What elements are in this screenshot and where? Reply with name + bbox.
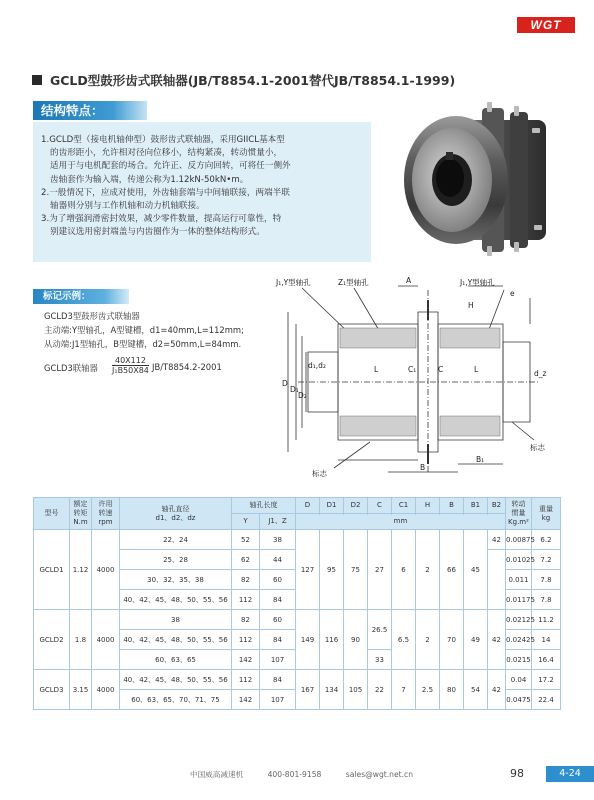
cell-speed: 4000 [92,530,120,610]
table-row [34,670,561,690]
drawing-label-c1: C₁ [408,365,417,374]
designation-numerator: 40X112 [112,356,149,366]
cell-C: 26.5 [368,610,392,650]
drawing-label-j1y: J₁,Y型轴孔 [276,278,311,287]
header-unit-mm: mm [296,514,506,530]
coupling-photo [386,100,564,258]
header-B1: B1 [464,498,488,514]
cell-y: 52 [232,530,260,550]
drawing-label-c: C [438,365,444,374]
feature-line: 齿轴套作为输入端，传递公称为1.12kN-50kN•m。 [50,174,249,185]
cell-inertia: 0.0475 [506,690,532,710]
features-heading: 结构特点： [33,101,147,120]
header-D2: D2 [344,498,368,514]
cell-C: 33 [368,650,392,670]
cell-inertia: 0.011 [506,570,532,590]
drawing-label-z1: Z₁型轴孔 [338,278,369,287]
drawing-label-d2: D₂ [298,391,307,400]
cell-C1: 7 [392,670,416,710]
drawing-label-d: D [282,379,288,388]
designation-denominator: J₁B50X84 [112,366,149,375]
cell-C: 27 [368,530,392,610]
coupling-drawing [268,272,568,484]
cell-D2: 105 [344,670,368,710]
cell-C1: 6 [392,530,416,610]
marking-line: GCLD3型鼓形齿式联轴器 [44,311,140,321]
title-bullet-icon [32,75,42,85]
header-weight: 重量 kg [532,498,561,530]
feature-line: 2.一般情况下，应成对使用，外齿轴套端与中间轴联接，两端半联 [41,187,290,198]
cell-D: 167 [296,670,320,710]
footer-company: 中国威高减速机 [190,770,244,779]
drawing-label-l-left: L [374,365,379,374]
header-bore: 轴孔直径 d1、d2、dz [120,498,232,530]
cell-inertia: 0.02125 [506,610,532,630]
feature-item [41,134,365,187]
header-inertia: 转动 惯量 Kg.m² [506,498,532,530]
cell-bore: 38 [120,610,232,630]
cell-bore: 25、28 [120,550,232,570]
cell-j1z: 38 [260,530,296,550]
feature-item [41,187,365,213]
cell-weight: 6.2 [532,530,561,550]
cell-j1z: 60 [260,570,296,590]
cell-weight: 17.2 [532,670,561,690]
page-title: GCLD型鼓形齿式联轴器(JB/T8854.1-2001替代JB/T8854.1-1999) [50,73,456,88]
cell-H: 2 [416,530,440,610]
cell-weight: 14 [532,630,561,650]
brand-logo: WGT [517,17,575,33]
page-number: 98 [510,767,524,780]
feature-line: 适用于与电机配套的场合。允许正、反方向回转，可将任一侧外 [50,161,291,172]
marking-example [44,309,244,351]
cell-y: 82 [232,570,260,590]
cell-model: GCLD1 [34,530,70,610]
cell-C1: 6.5 [392,610,416,670]
drawing-label-mark-right: 标志 [530,443,545,452]
cell-inertia: 0.00875 [506,530,532,550]
header-torque: 额定 转矩 N.m [70,498,92,530]
cell-weight: 7.8 [532,590,561,610]
marking-heading: 标记示例： [33,289,129,304]
cell-B1: 45 [464,530,488,610]
cell-bore: 30、32、35、38 [120,570,232,590]
cell-inertia: 0.0215 [506,650,532,670]
cell-B1: 54 [464,670,488,710]
cell-B2: 42 [488,530,506,550]
header-C1: C1 [392,498,416,514]
drawing-label-e: e [510,289,515,298]
page-title-row [32,72,455,88]
table-row [34,530,561,550]
designation-name: GCLD3联轴器 [44,363,98,373]
cell-inertia: 0.01025 [506,550,532,570]
cell-j1z: 60 [260,610,296,630]
cell-weight: 7.2 [532,550,561,570]
drawing-label-l-right: L [474,365,479,374]
features-box [33,122,371,262]
footer-email[interactable]: sales@wgt.net.cn [345,770,414,779]
cell-model: GCLD3 [34,670,70,710]
cell-B: 80 [440,670,464,710]
header-D: D [296,498,320,514]
cell-speed: 4000 [92,610,120,670]
cell-H: 2.5 [416,670,440,710]
cell-y: 112 [232,630,260,650]
drawing-label-dz: d_z [534,369,547,378]
feature-line: 1.GCLD型（接电机轴伸型）鼓形齿式联轴器，采用GIICL基本型 [41,135,285,145]
footer-phone: 400-801-9158 [267,770,322,779]
cell-y: 82 [232,610,260,630]
feature-line: 轴器则分别与工作机轴和动力机轴联接。 [50,201,205,212]
header-C: C [368,498,392,514]
cell-B2-empty [488,550,506,610]
designation-standard: JB/T8854.2-2001 [152,362,222,372]
cell-j1z: 44 [260,550,296,570]
spec-table [33,497,561,710]
feature-item [41,213,365,239]
cell-inertia: 0.04 [506,670,532,690]
drawing-label-j1y-right: J₁,Y型轴孔 [460,278,495,287]
marking-line: 主动端:Y型轴孔，A型键槽，d1=40mm,L=112mm; [44,325,244,335]
footer-contact [190,769,435,780]
cell-torque: 1.8 [70,610,92,670]
cell-y: 62 [232,550,260,570]
cell-j1z: 84 [260,670,296,690]
cell-bore: 40、42、45、48、50、55、56 [120,590,232,610]
feature-line: 3.为了增强润滑密封效果，减少零件数量，提高运行可靠性，特 [41,214,282,225]
header-j1z: J1、Z [260,514,296,530]
cell-D1: 116 [320,610,344,670]
cell-B: 70 [440,610,464,670]
cell-speed: 4000 [92,670,120,710]
drawing-label-a: A [406,276,412,285]
cell-y: 112 [232,670,260,690]
drawing-label-b: B [420,463,426,472]
cell-j1z: 84 [260,590,296,610]
cell-B2: 42 [488,670,506,710]
header-B: B [440,498,464,514]
header-model: 型号 [34,498,70,530]
cell-C: 22 [368,670,392,710]
table-row [34,610,561,630]
cell-weight: 16.4 [532,650,561,670]
header-bore-length: 轴孔长度 [232,498,296,514]
drawing-label-h: H [468,301,474,310]
cell-B: 66 [440,530,464,610]
cell-D2: 90 [344,610,368,670]
cell-torque: 1.12 [70,530,92,610]
cell-model: GCLD2 [34,610,70,670]
cell-B1: 49 [464,610,488,670]
cell-y: 112 [232,590,260,610]
header-D1: D1 [320,498,344,514]
cell-j1z: 84 [260,630,296,650]
cell-bore: 22、24 [120,530,232,550]
cell-bore: 40、42、45、48、50、55、56 [120,670,232,690]
cell-weight: 7.8 [532,570,561,590]
cell-bore: 40、42、45、48、50、55、56 [120,630,232,650]
cell-weight: 11.2 [532,610,561,630]
cell-D1: 134 [320,670,344,710]
cell-H: 2 [416,610,440,670]
cell-B2: 42 [488,610,506,670]
cell-weight: 22.4 [532,690,561,710]
drawing-label-d1: D₁ [290,385,299,394]
feature-line: 别建议选用密封端盖与内齿圈作为一体的整体结构形式。 [50,227,265,238]
cell-j1z: 107 [260,690,296,710]
header-y: Y [232,514,260,530]
cell-inertia: 0.01175 [506,590,532,610]
cell-D1: 95 [320,530,344,610]
header-speed: 许用 转速 rpm [92,498,120,530]
cell-D2: 75 [344,530,368,610]
header-H: H [416,498,440,514]
cell-bore: 60、63、65、70、71、75 [120,690,232,710]
cell-inertia: 0.02425 [506,630,532,650]
header-B2: B2 [488,498,506,514]
page-code-badge: 4-24 [546,766,594,782]
cell-y: 142 [232,690,260,710]
cell-j1z: 107 [260,650,296,670]
marking-line: 从动端:J1型轴孔，B型键槽，d2=50mm,L=84mm. [44,339,242,349]
cell-y: 142 [232,650,260,670]
drawing-label-b1: B₁ [476,455,485,464]
drawing-label-d1s: d₁,d₂ [308,361,326,370]
page-footer [0,762,594,792]
cell-torque: 3.15 [70,670,92,710]
cell-D: 127 [296,530,320,610]
cell-bore: 60、63、65 [120,650,232,670]
cell-D: 149 [296,610,320,670]
drawing-label-mark-left: 标志 [312,469,327,478]
feature-line: 的齿形距小，允许相对径向位移小，结构紧凑，转动惯量小， [50,148,283,159]
designation-fraction [112,356,149,375]
